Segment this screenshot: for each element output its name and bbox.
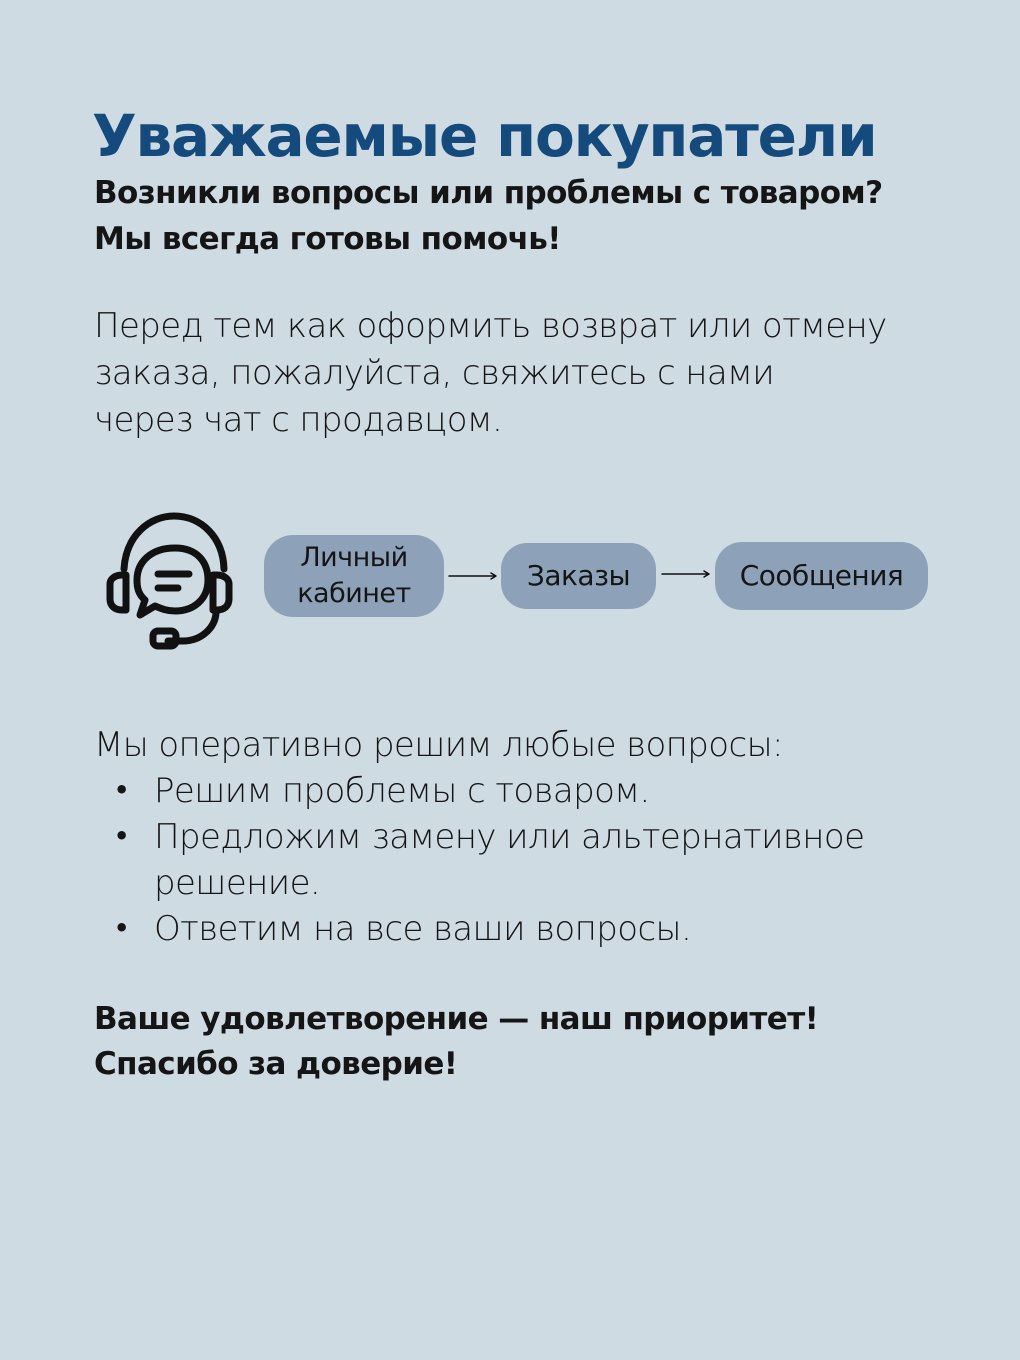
closing-line: Спасибо за доверие! — [94, 1046, 458, 1082]
list-item: • Предложим замену или альтернативное решение. — [94, 814, 954, 906]
support-headset-chat-icon — [95, 510, 245, 660]
benefits-list — [94, 768, 954, 952]
help-subtitle — [94, 170, 954, 262]
step-label-line: Личный — [300, 542, 408, 573]
step-label-line: кабинет — [297, 578, 411, 609]
subtitle-line: Возникли вопросы или проблемы с товаром? — [94, 175, 883, 211]
support-benefits — [94, 722, 954, 952]
messages-step: Сообщения — [715, 542, 928, 610]
closing-message — [94, 997, 954, 1087]
list-item: • Решим проблемы с товаром. — [94, 768, 954, 814]
personal-account-step — [264, 535, 444, 617]
right-arrow-icon — [661, 566, 712, 582]
right-arrow-icon — [448, 568, 499, 584]
subtitle-line: Мы всегда готовы помочь! — [94, 221, 561, 257]
page-title: Уважаемые покупатели — [92, 102, 877, 170]
instruction-line: заказа, пожалуйста, свяжитесь с нами — [94, 353, 774, 393]
instruction-line: Перед тем как оформить возврат или отмену — [94, 306, 887, 346]
list-item: • Ответим на все ваши вопросы. — [94, 906, 954, 952]
benefits-heading: Мы оперативно решим любые вопросы: — [94, 725, 783, 765]
closing-line: Ваше удовлетворение — наш приоритет! — [94, 1001, 819, 1037]
orders-step: Заказы — [501, 543, 656, 609]
seller-chat-path — [95, 510, 945, 660]
instruction-line: через чат с продавцом. — [94, 400, 503, 440]
return-contact-instructions — [94, 303, 954, 444]
